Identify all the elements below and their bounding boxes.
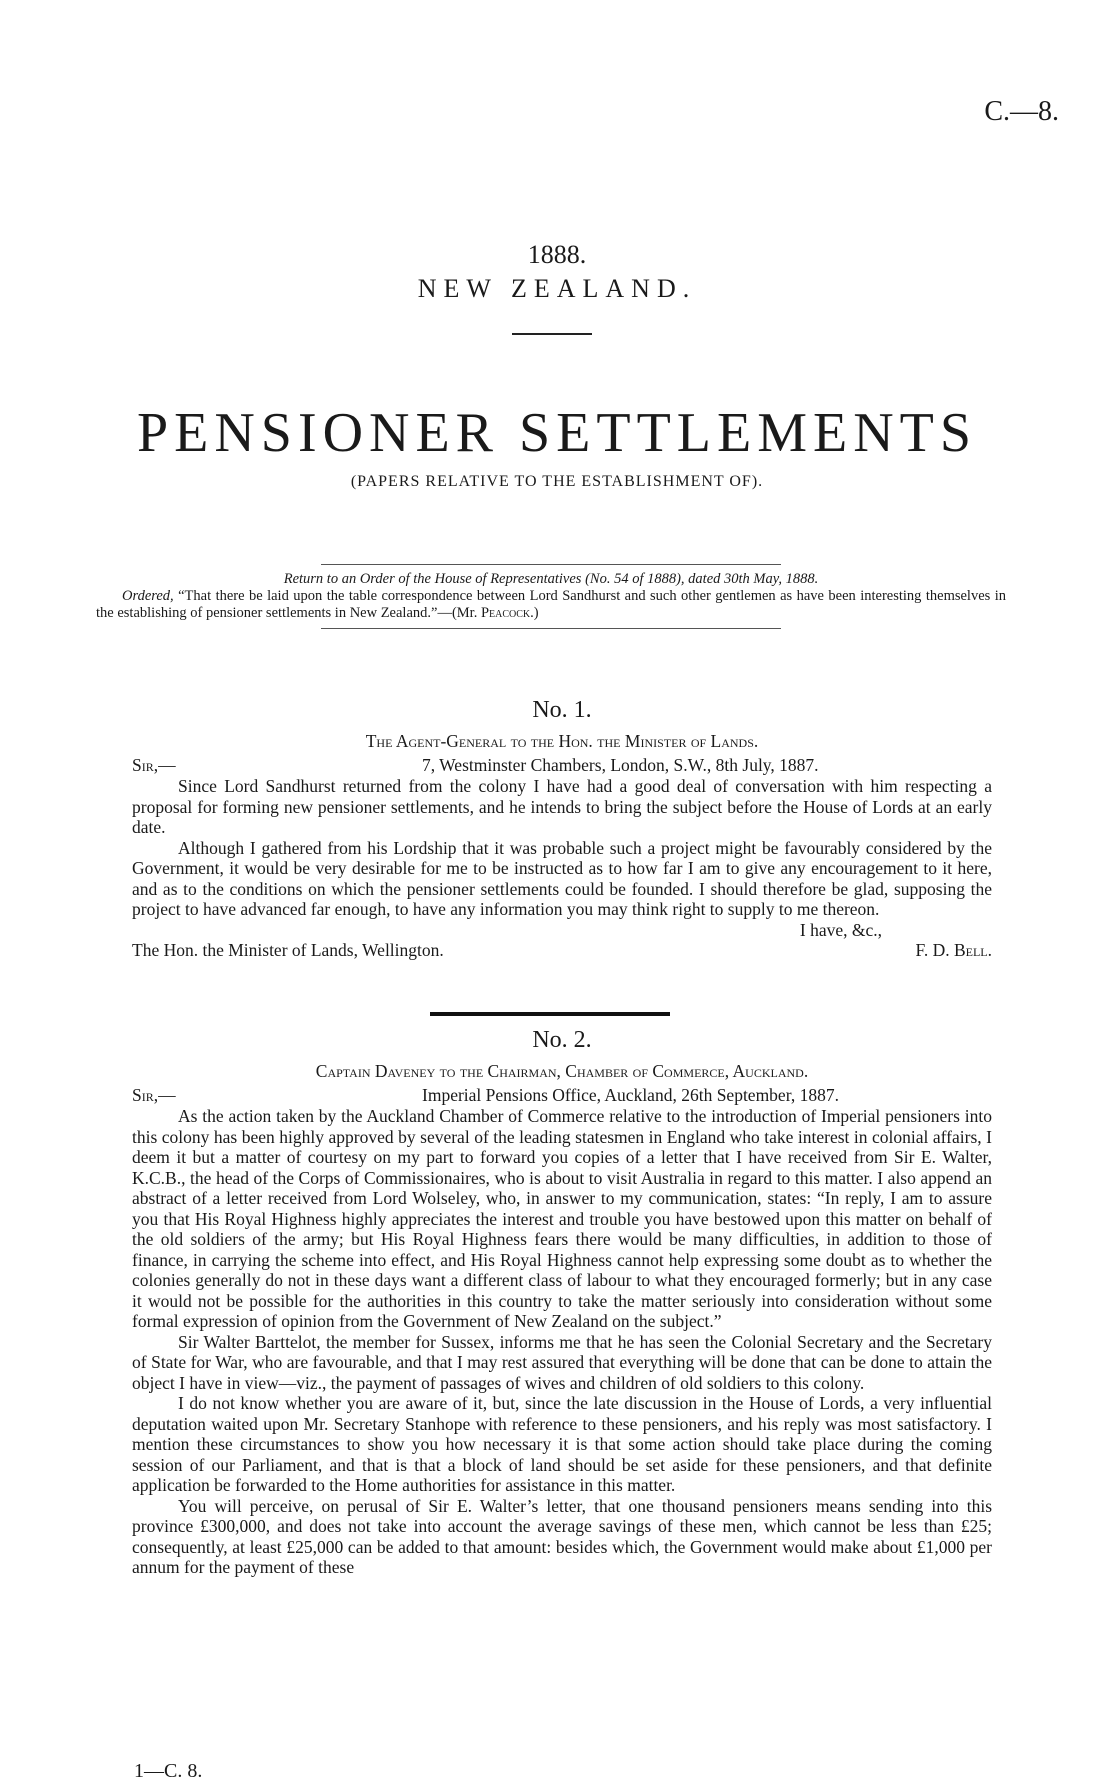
salutation: Sir,— (132, 1085, 176, 1105)
section-divider (430, 1012, 670, 1016)
page-code: C.—8. (984, 96, 1059, 127)
letter-paragraph: Sir Walter Barttelot, the member for Sussex, informs me that he has seen the Colonial Secretary and the Secretary of State for War, who are favourable, and that I may rest assured that everything will be done that can be done to attain the object I have in view—viz., the payment of passages of wives and children of old soldiers to this colony. (132, 1331, 992, 1393)
letter-2 (132, 1027, 992, 1578)
letter-paragraph: Although I gathered from his Lordship that it was probable such a project might be favourably considered by the Government, it would be very desirable for me to be instructed as to how far I am to give any encouragement to it here, and as to the conditions on which the pensioner settlements could be founded. I should therefore be glad, supposing the project to have advanced far enough, to have any information you may think right to supply to me thereon. (132, 837, 992, 919)
ordered-member: Peacock.) (480, 605, 539, 621)
salutation: Sir,— (132, 755, 176, 775)
ordered-body: “That there be laid upon the table correspondence between Lord Sandhurst and such other gentlemen as have been interesting themselves in the establishing of pensioner settlements in New Zealand.”—(Mr. (96, 588, 1007, 621)
salutation-row (132, 1085, 992, 1106)
page-title: PENSIONER SETTLEMENTS (137, 402, 977, 464)
letter-paragraph: As the action taken by the Auckland Chamber of Commerce relative to the introduction of Imperial pensioners into this colony has been highly approved by several of the leading statesmen in England who take interest in colonial affairs, I deem it but a matter of courtesy on my part to forward you copies of a letter that I have received from Sir E. Walter, K.C.B., the head of the Corps of Commissionaires, who is about to visit Australia in regard to this matter. I also append an abstract of a letter received from Lord Wolseley, who, in answer to my communication, states: “In reply, I am to assure you that His Royal Highness highly appreciates the interest and trouble you have bestowed upon this matter on behalf of the old soldiers of the army; but His Royal Highness fears there would be many difficulties, in addition to those of finance, in carrying the scheme into effect, and His Royal Highness cannot help expressing some doubt as to whether the colonies generally do not in these days want a different class of labour to what they encouraged formerly; but in any case it would not be possible for the authorities in this country to take the matter seriously into consideration without some formal expression of opinion from the Government of New Zealand on the subject.” (132, 1106, 992, 1331)
salutation-row (132, 755, 992, 776)
letter-address: 7, Westminster Chambers, London, S.W., 8th July, 1887. (422, 755, 819, 775)
sheet-code: 1—C. 8. (134, 1760, 203, 1782)
closing: I have, &c., (799, 919, 882, 940)
letter-paragraph: I do not know whether you are aware of it, but, since the late discussion in the House of Lords, a very influential deputation waited upon Mr. Secretary Stanhope with reference to these pensioners, and his reply was most satisfactory. I mention these circumstances to show you how necessary it is that some action should take place during the coming session of our Parliament, and that is that a block of land should be set aside for these pensioners, and that definite application be forwarded to the Home authorities for assistance in this matter. (132, 1393, 992, 1495)
ordered-label: Ordered, (122, 588, 174, 604)
divider (512, 333, 592, 335)
divider (321, 564, 781, 565)
letter-from-to: Captain Daveney to the Chairman, Chamber of Commerce, Auckland. (315, 1060, 809, 1081)
year: 1888. (527, 240, 587, 269)
signature: F. D. Bell. (915, 940, 992, 960)
return-line: Return to an Order of the House of Representatives (No. 54 of 1888), dated 30th May, 1888. (283, 571, 819, 587)
addressee: The Hon. the Minister of Lands, Wellington. (132, 940, 444, 960)
letter-number: No. 2. (532, 1027, 592, 1053)
order-of-house (96, 564, 1006, 629)
letter-address: Imperial Pensions Office, Auckland, 26th September, 1887. (422, 1085, 839, 1105)
letter-paragraph: You will perceive, on perusal of Sir E. Walter’s letter, that one thousand pensioners means sending into this province £300,000, and does not take into account the average savings of these men, which cannot be less than £25; consequently, at least £25,000 can be added to that amount: besides which, the Government would make about £1,000 per annum for the payment of these (132, 1495, 992, 1577)
signature-row (132, 940, 992, 961)
divider (321, 628, 781, 629)
letter-paragraph: Since Lord Sandhurst returned from the colony I have had a good deal of conversation with him respecting a proposal for forming new pensioner settlements, and he intends to bring the subject before the House of Lords at an early date. (132, 776, 992, 837)
letter-from-to: The Agent-General to the Hon. the Minister of Lands. (365, 730, 759, 751)
page-subtitle: (PAPERS RELATIVE TO THE ESTABLISHMENT OF). (350, 473, 764, 490)
ordered-text (96, 588, 1006, 622)
country-heading: NEW ZEALAND. (417, 274, 697, 303)
letter-number: No. 1. (532, 697, 592, 723)
letter-1 (132, 697, 992, 961)
